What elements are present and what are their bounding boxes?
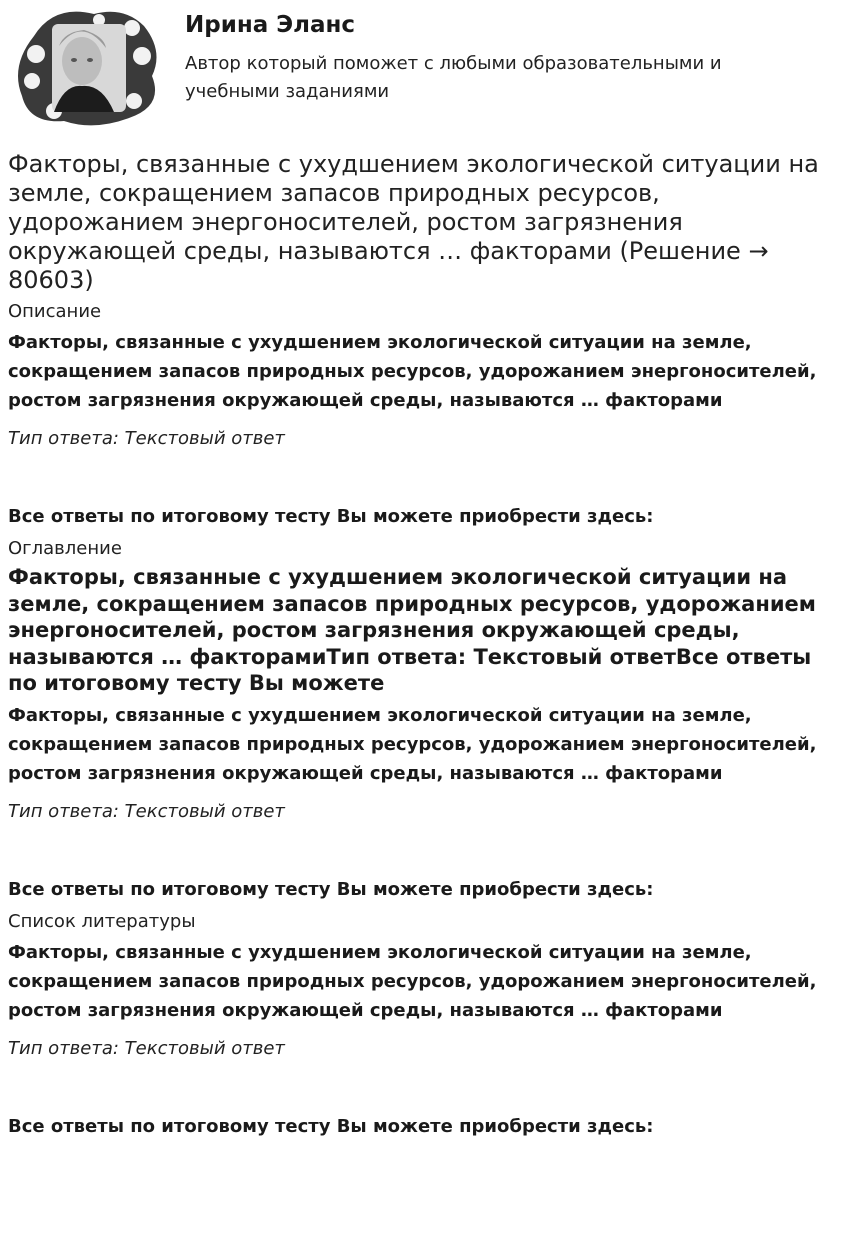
author-description: Автор который поможет с любыми образовательными и учебными заданиями [185, 53, 722, 102]
bibliography-question: Факторы, связанные с ухудшением экологической ситуации на земле, сокращением запасов природных ресурсов, удорожанием энергоносителей, ростом загрязнения окружающей среды, называются … факторами [8, 941, 817, 1021]
toc-question: Факторы, связанные с ухудшением экологической ситуации на земле, сокращением запасов природных ресурсов, удорожанием энергоносителей, ростом загрязнения окружающей среды, называются … факторами [8, 704, 817, 784]
avatar-image [14, 6, 160, 128]
author-avatar[interactable] [14, 6, 160, 128]
bibliography-section [8, 910, 839, 1139]
description-question: Факторы, связанные с ухудшением экологической ситуации на земле, сокращением запасов природных ресурсов, удорожанием энергоносителей, ростом загрязнения окружающей среды, называются … факторами [8, 332, 817, 411]
description-section [8, 300, 839, 529]
bibliography-answer-type: Тип ответа: Текстовый ответ [8, 1037, 285, 1059]
toc-label: Оглавление [8, 538, 122, 559]
description-buy-text: Все ответы по итоговому тесту Вы можете приобрести здесь: [8, 506, 654, 527]
description-answer-type: Тип ответа: Текстовый ответ [8, 428, 285, 449]
author-card [8, 0, 839, 140]
description-label: Описание [8, 301, 102, 322]
toc-heading: Факторы, связанные с ухудшением экологической ситуации на земле, сокращением запасов природных ресурсов, удорожанием энергоносителей, ростом загрязнения окружающей среды, называются … факторамиТип ответа: Текстовый ответВсе ответы по итоговому тесту Вы можете [8, 565, 816, 695]
bibliography-buy-text: Все ответы по итоговому тесту Вы можете приобрести здесь: [8, 1115, 654, 1137]
bibliography-label: Список литературы [8, 910, 196, 932]
toc-answer-type: Тип ответа: Текстовый ответ [8, 800, 285, 822]
toc-buy-text: Все ответы по итоговому тесту Вы можете приобрести здесь: [8, 878, 654, 900]
toc-section [8, 537, 839, 902]
page-title: Факторы, связанные с ухудшением экологической ситуации на земле, сокращением запасов природных ресурсов, удорожанием энергоносителей, ростом загрязнения окружающей среды, называются … факторами (Решение → 80603) [8, 150, 819, 294]
author-name[interactable]: Ирина Эланс [185, 12, 356, 38]
